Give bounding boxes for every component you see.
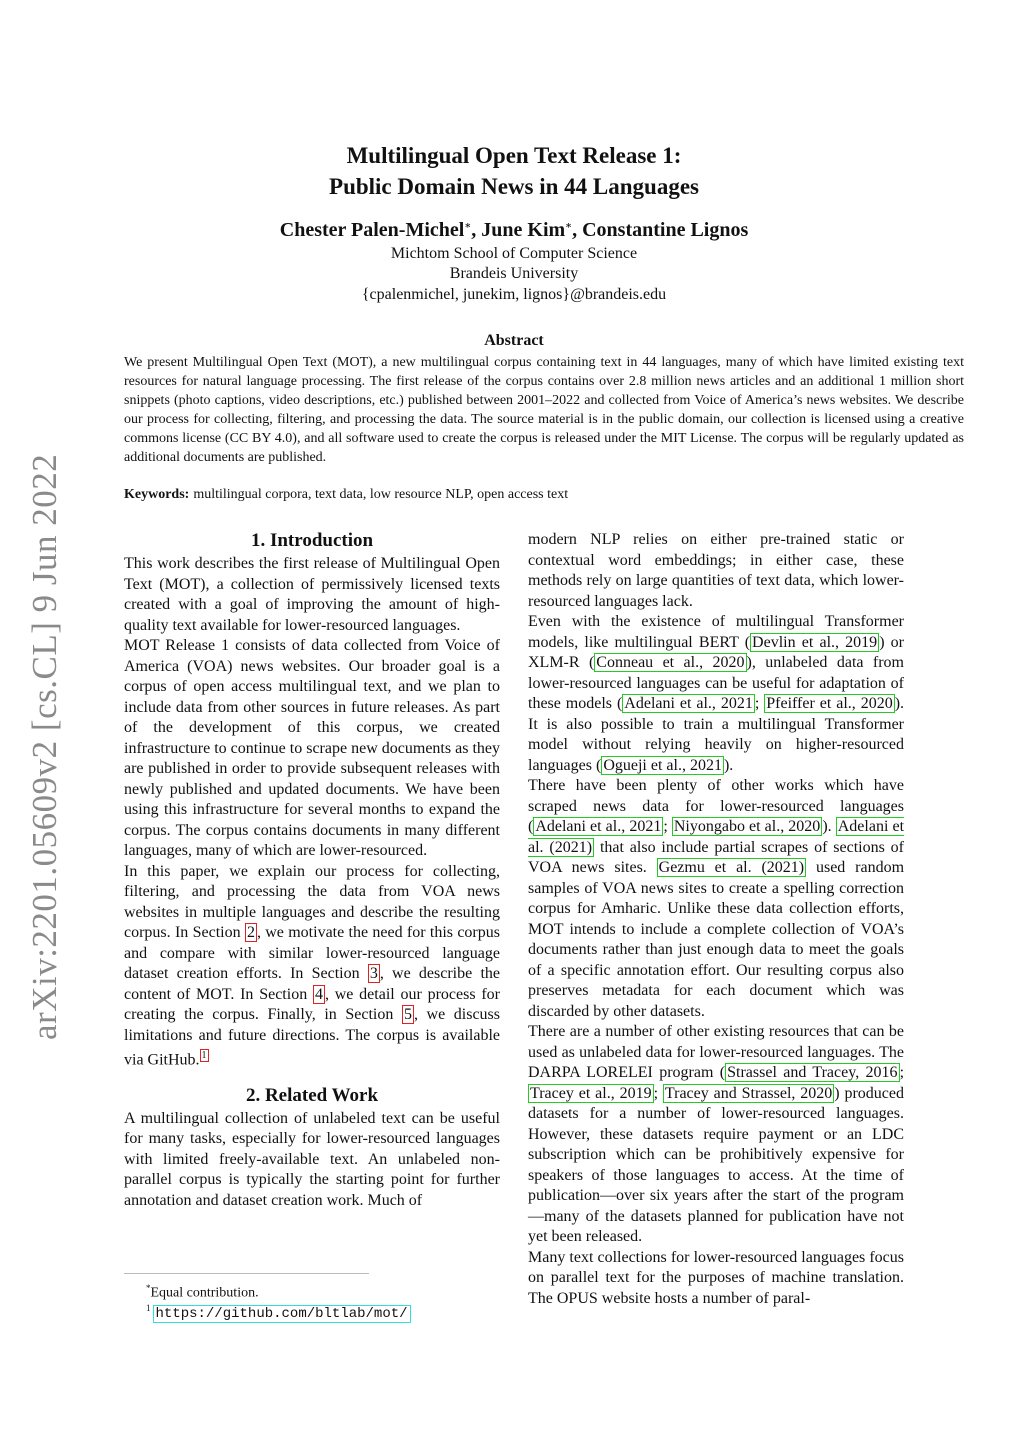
citation-adelani-2021[interactable]: Adelani et al., 2021 (535, 818, 662, 835)
text-run: , we describe the content of MOT. In Section (124, 965, 500, 1003)
citation-adelani-2021-textual[interactable]: Adelani et al. (2021) (528, 818, 905, 856)
right-paragraph-1: modern NLP relies on either pre-trained static or contextual word embeddings; in either case, these methods rely on large quantities of text data, which lower-resourced languages lack. (528, 531, 904, 610)
left-column (124, 528, 500, 1211)
section-3-link[interactable]: 3 (369, 965, 378, 982)
author-emails: {cpalenmichel, junekim, lignos}@brandeis.edu (361, 286, 667, 303)
section-5-link[interactable]: 5 (403, 1006, 412, 1023)
section-related-work-heading: 2. Related Work (245, 1084, 379, 1106)
citation-strassel-2016[interactable]: Strassel and Tracey, 2016 (727, 1064, 898, 1081)
citation-pfeiffer-2020[interactable]: Pfeiffer et al., 2020 (766, 695, 893, 712)
paper-title-line-2: Public Domain News in 44 Languages (329, 174, 699, 199)
footnote-rule (124, 1273, 369, 1274)
text-run: ). (723, 756, 734, 774)
author-list (124, 219, 904, 242)
author-3: Constantine Lignos (582, 219, 749, 241)
right-column (528, 530, 904, 1309)
text-run: ) produced datasets for a number of lower-resourced languages. However, these datasets require payment or an LDC subscription which can be prohibitively expensive for speakers of those languages to access. At the time of publication—over six years after the start of the program—many of the datasets planned for publication have not yet been released. (528, 1084, 905, 1245)
text-run: ; (663, 818, 672, 835)
text-run: ). It is also possible to train a multilingual Transformer model without relying heavily on higher-resourced languages ( (528, 695, 905, 774)
paper-title-line-1: Multilingual Open Text Release 1: (346, 143, 682, 168)
text-run: ). (822, 818, 836, 835)
intro-paragraph-1: This work describes the first release of Multilingual Open Text (MOT), a collection of permissively licensed texts created with a goal of improving the amount of high-quality text available for lower-resourced languages. (124, 555, 500, 634)
keywords (124, 486, 964, 504)
related-paragraph-1: A multilingual collection of unlabeled text can be useful for many tasks, especially for lower-resourced languages with limited freely-available text. An unlabeled non-parallel corpus is typically the starting point for further annotation and dataset creation work. Much of (124, 1109, 500, 1209)
citation-adelani-2021[interactable]: Adelani et al., 2021 (624, 695, 753, 712)
footnote-equal-text: Equal contribution. (150, 1285, 259, 1301)
footnote-1-link[interactable]: 1 (201, 1050, 207, 1061)
text-run: ; (754, 695, 765, 712)
citation-ogueji-2021[interactable]: Ogueji et al., 2021 (603, 756, 722, 774)
text-run: ) or XLM-R ( (528, 633, 905, 671)
arxiv-identifier: arXiv:2201.05609v2 [cs.CL] 9 Jun 2022 (25, 453, 64, 1040)
citation-tracey-strassel-2020[interactable]: Tracey and Strassel, 2020 (664, 1084, 833, 1102)
text-run: that also include partial scrapes of sections of VOA news sites. (528, 838, 905, 876)
section-introduction-heading: 1. Introduction (250, 530, 374, 551)
author-2: June Kim (481, 219, 566, 241)
text-run: used random samples of VOA news sites to create a spelling correction corpus for Amharic. Unlike these data collection efforts, MOT intends to include a complete collection of VOA’s documents rather than just enough data to meet the goals of a specific annotation effort. Our resulting corpus also preserves metadata for each document which was discarded by other datasets. (528, 859, 905, 1020)
citation-niyongabo-2020[interactable]: Niyongabo et al., 2020 (673, 818, 821, 835)
text-run: , we discuss limitations and future directions. The corpus is available via GitHub. (124, 1006, 500, 1069)
citation-tracey-2019[interactable]: Tracey et al., 2019 (530, 1084, 652, 1102)
intro-paragraph-3 (124, 862, 500, 1071)
author-1: Chester Palen-Michel (279, 219, 465, 241)
text-run: , we motivate the need for this corpus and compare with similar lower-resourced language dataset creation efforts. In Section (124, 924, 500, 982)
text-run: ; (899, 1064, 905, 1081)
affiliation-university: Brandeis University (449, 265, 579, 282)
right-paragraph-2 (528, 612, 904, 776)
citation-gezmu-2021[interactable]: Gezmu et al. (2021) (658, 859, 805, 876)
text-run: ), unlabeled data from lower-resourced languages can be useful for adaptation of these models ( (528, 654, 904, 712)
intro-paragraph-2: MOT Release 1 consists of data collected from Voice of America (VOA) news websites. Our broader goal is a corpus of open access multilingual text, and we plan to include data from other sources in future releases. As part of the development of this corpus, we created infrastructure to continue to scrape new documents as they are published in order to provide subsequent releases with newly published and updated documents. We have been using this infrastructure for several months to expand the corpus. The corpus contains documents in many different languages, many of which are lower-resourced. (124, 637, 500, 859)
text-run: In this paper, we explain our process for collecting, filtering, and processing the data from VOA news websites in multiple languages and describe the resulting corpus. In Section (124, 862, 500, 941)
text-run: There are a number of other existing resources that can be used as unlabeled data for lower-resourced languages. The DARPA LORELEI program ( (528, 1023, 904, 1081)
abstract-heading: Abstract (484, 332, 544, 349)
right-paragraph-4 (528, 1022, 904, 1248)
right-paragraph-5: Many text collections for lower-resourced languages focus on parallel text for the purposes of machine translation. The OPUS website hosts a number of paral- (528, 1248, 904, 1307)
footnote-star-mark: * (146, 1283, 151, 1293)
citation-devlin-2019[interactable]: Devlin et al., 2019 (752, 633, 878, 651)
equal-contribution-mark: ∗ (565, 220, 573, 232)
text-run: Even with the existence of multilingual Transformer models, like multilingual BERT ( (528, 613, 904, 651)
text-run: ; (653, 1084, 663, 1102)
github-url-link[interactable]: https://github.com/bltlab/mot/ (153, 1305, 411, 1323)
keywords-label: Keywords: (124, 487, 190, 502)
footnote-1 (146, 1299, 411, 1323)
text-run: , we detail our process for creating the corpus. Finally, in Section (124, 985, 500, 1023)
affiliation-school: Michtom School of Computer Science (390, 245, 638, 262)
author-separator: , (471, 219, 482, 241)
section-2-link[interactable]: 2 (246, 924, 255, 941)
footnote-1-mark: 1 (146, 1303, 151, 1313)
text-run: There have been plenty of other works which have scraped news data for lower-resourced languages ( (528, 777, 904, 835)
citation-conneau-2020[interactable]: Conneau et al., 2020 (596, 654, 745, 671)
keywords-text: multilingual corpora, text data, low resource NLP, open access text (193, 487, 569, 502)
section-4-link[interactable]: 4 (314, 985, 323, 1003)
author-separator: , (572, 219, 583, 241)
equal-contribution-mark: ∗ (464, 220, 472, 232)
right-paragraph-3 (528, 776, 904, 1022)
abstract-text: We present Multilingual Open Text (MOT), a new multilingual corpus containing text in 44 languages, many of which have limited existing text resources for natural language processing. The first release of the corpus contains over 2.8 million news articles and an additional 1 million short snippets (photo captions, video descriptions, etc.) published between 2001–2022 and collected from Voice of America’s news websites. We describe our process for collecting, filtering, and processing the data. The source material is in the public domain, our collection is licensed using a creative commons license (CC BY 4.0), and all software used to create the corpus is released under the MIT License. The corpus will be regularly updated as additional documents are published. (124, 355, 964, 465)
